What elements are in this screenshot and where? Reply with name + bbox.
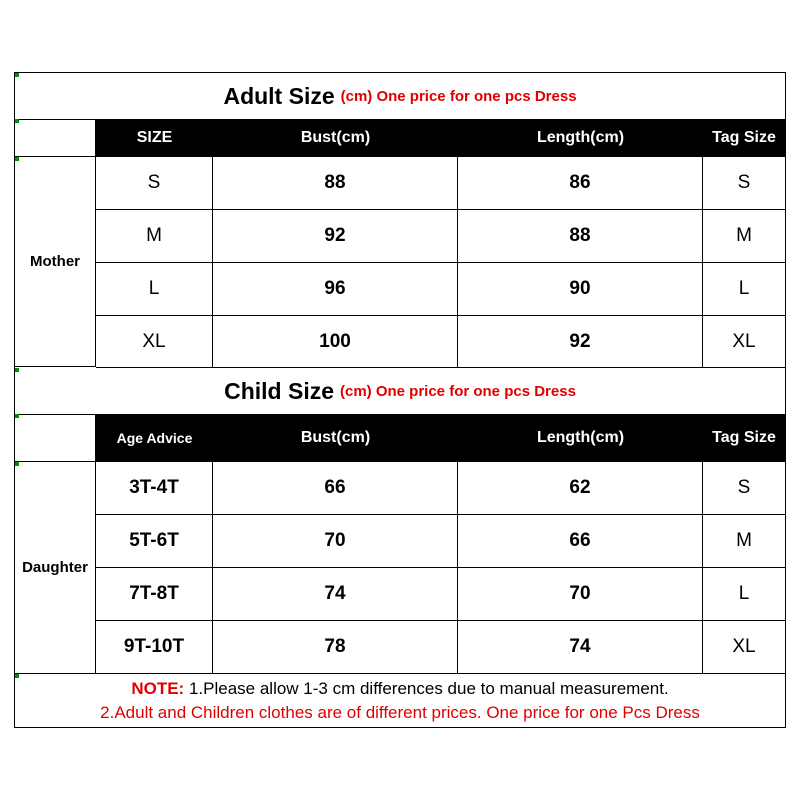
- age-cell: 5T-6T: [96, 515, 213, 567]
- table-row: [96, 621, 785, 674]
- corner-mark: [15, 462, 19, 466]
- age-cell: 3T-4T: [96, 462, 213, 514]
- header-age-advice: Age Advice: [116, 430, 193, 446]
- header-tag-size: Tag Size: [712, 429, 776, 446]
- adult-subtitle: (cm) One price for one pcs Dress: [340, 87, 577, 105]
- group-label-mother: Mother: [15, 157, 96, 367]
- header-length: Length(cm): [536, 129, 625, 146]
- child-header-row: [96, 414, 785, 462]
- corner-mark: [15, 368, 19, 372]
- bust-cell: 88: [213, 157, 458, 209]
- length-cell: 88: [458, 210, 703, 262]
- adult-header-blank: [15, 119, 96, 157]
- note-line-1: [131, 677, 668, 701]
- note-label: NOTE:: [131, 678, 185, 698]
- length-cell: 70: [458, 568, 703, 620]
- length-cell: 62: [458, 462, 703, 514]
- tag-size-cell: M: [736, 225, 752, 246]
- bust-cell: 96: [213, 263, 458, 315]
- tag-size-cell: M: [736, 530, 752, 551]
- bust-cell: 66: [213, 462, 458, 514]
- tag-size-cell: XL: [732, 636, 756, 657]
- adult-header-row: [96, 119, 785, 157]
- tag-size-cell: XL: [732, 331, 756, 352]
- header-bust: Bust(cm): [300, 429, 371, 446]
- bust-cell: 74: [213, 568, 458, 620]
- child-title: Child Size: [224, 377, 334, 404]
- corner-mark: [15, 157, 19, 161]
- adult-title-row: [15, 73, 785, 120]
- header-length: Length(cm): [536, 429, 625, 446]
- tag-size-cell: L: [738, 583, 750, 604]
- table-row: [96, 263, 785, 316]
- corner-mark: [15, 119, 19, 123]
- note-text-2: 2.Adult and Children clothes are of different prices. One price for one Pcs Dress: [100, 702, 700, 722]
- tag-size-cell: S: [737, 477, 751, 498]
- size-cell: S: [96, 157, 213, 209]
- length-cell: 86: [458, 157, 703, 209]
- table-row: [96, 157, 785, 210]
- child-header-blank: [15, 414, 96, 462]
- note-text-1: 1.Please allow 1-3 cm differences due to manual measurement.: [188, 678, 669, 698]
- bust-cell: 70: [213, 515, 458, 567]
- tag-size-cell: S: [737, 172, 751, 193]
- bust-cell: 78: [213, 621, 458, 673]
- header-bust: Bust(cm): [300, 129, 371, 146]
- table-row: [96, 462, 785, 515]
- header-size: SIZE: [136, 129, 173, 146]
- tag-size-cell: L: [738, 278, 750, 299]
- header-tag-size: Tag Size: [712, 129, 776, 146]
- length-cell: 90: [458, 263, 703, 315]
- adult-title: Adult Size: [223, 82, 335, 109]
- length-cell: 74: [458, 621, 703, 673]
- note-section: [15, 674, 785, 727]
- size-chart: [14, 72, 786, 728]
- age-cell: 9T-10T: [96, 621, 213, 673]
- length-cell: 92: [458, 316, 703, 368]
- bust-cell: 92: [213, 210, 458, 262]
- table-row: [96, 316, 785, 368]
- corner-mark: [15, 674, 19, 678]
- bust-cell: 100: [213, 316, 458, 368]
- table-row: [96, 568, 785, 621]
- age-cell: 7T-8T: [96, 568, 213, 620]
- size-cell: M: [96, 210, 213, 262]
- corner-mark: [15, 414, 19, 418]
- group-label-daughter: Daughter: [15, 462, 96, 674]
- child-title-row: [15, 368, 785, 415]
- corner-mark: [15, 73, 19, 77]
- table-row: [96, 515, 785, 568]
- length-cell: 66: [458, 515, 703, 567]
- table-row: [96, 210, 785, 263]
- child-subtitle: (cm) One price for one pcs Dress: [340, 382, 576, 400]
- size-cell: L: [96, 263, 213, 315]
- size-cell: XL: [96, 316, 213, 368]
